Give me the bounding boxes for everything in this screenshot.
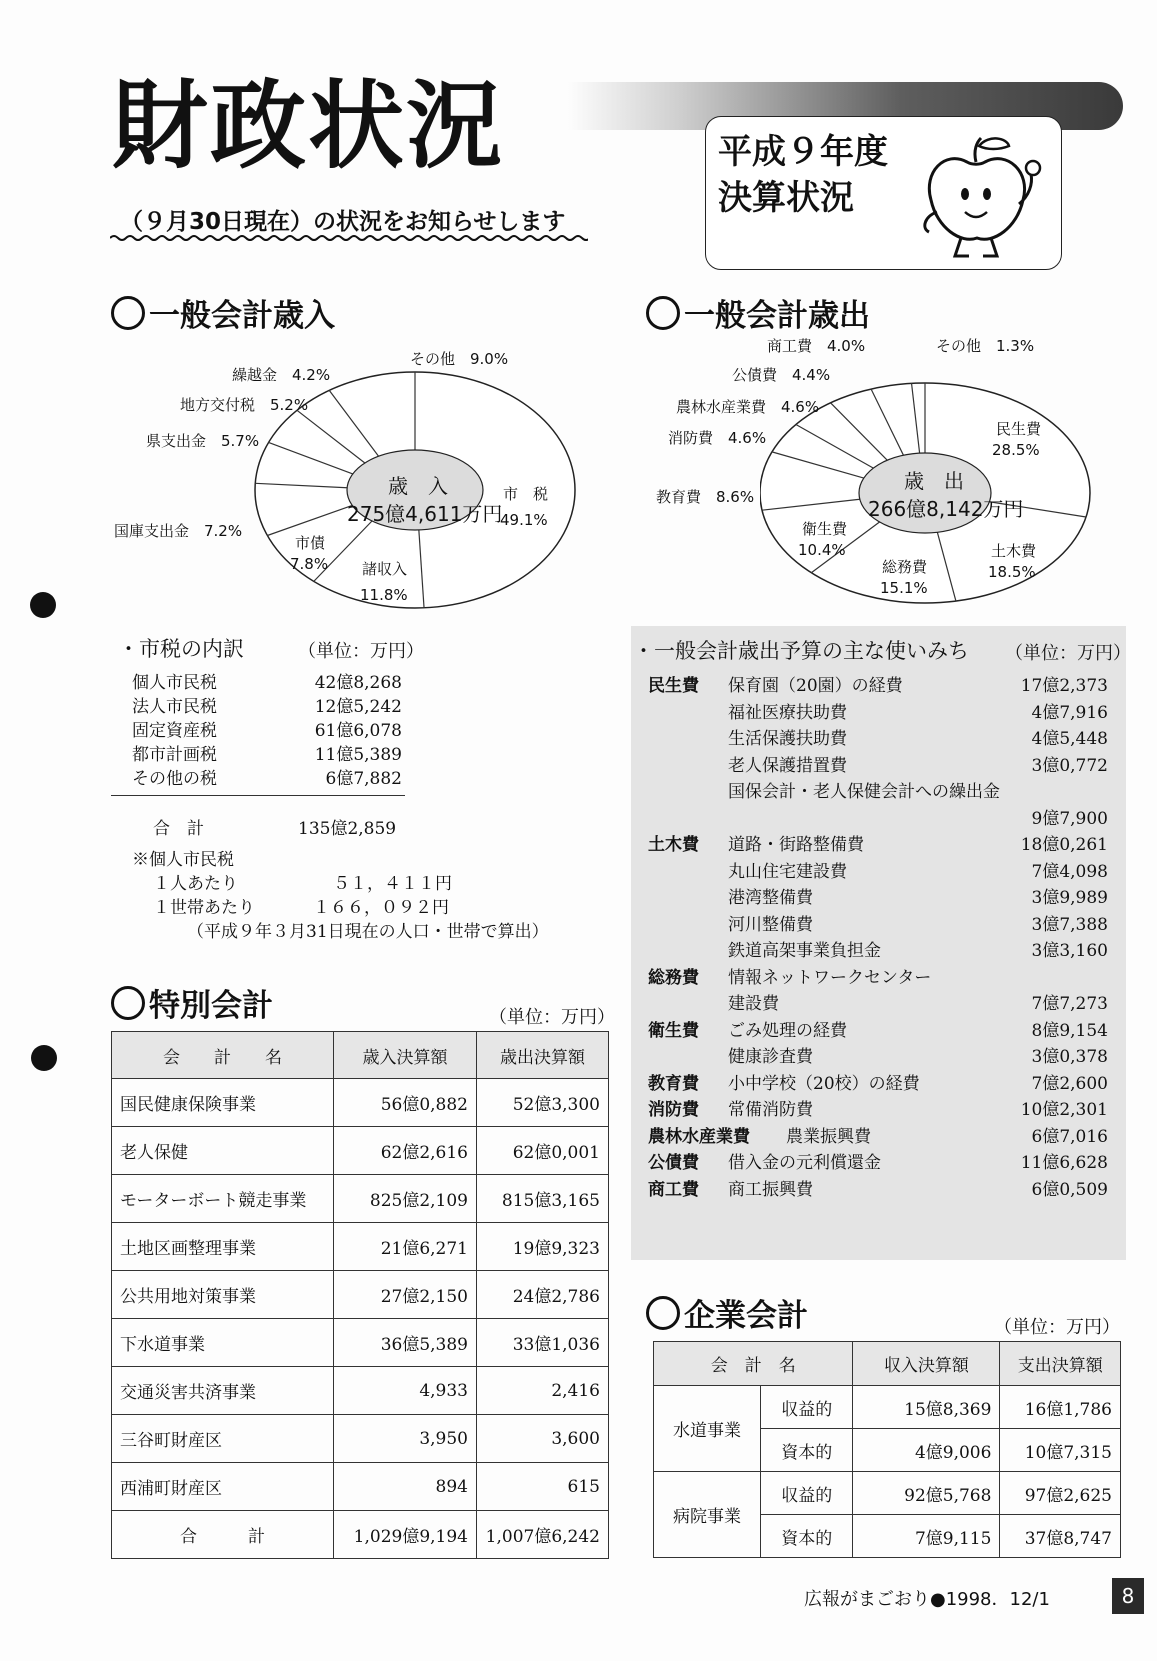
circle-bullet-icon — [646, 296, 680, 330]
expenditure-amount: 33億1,036 — [477, 1319, 609, 1367]
expense-amount: 10億7,315 — [1000, 1429, 1121, 1472]
budget-amount: 3億0,772 — [1031, 755, 1108, 776]
expenditure-amount: 62億0,001 — [477, 1127, 609, 1175]
expenditure-heading-text: 一般会計歳出 — [684, 298, 870, 334]
table-row — [112, 1175, 609, 1223]
city-tax-rows — [132, 668, 402, 788]
enterprise-accounts-table — [653, 1341, 1121, 1558]
budget-line — [648, 910, 1118, 937]
expenditure-amount: 24億2,786 — [477, 1271, 609, 1319]
revenue-amount: 825億2,109 — [334, 1175, 477, 1223]
table-row — [654, 1386, 1121, 1429]
rev-label-city-tax-pct: 49.1% — [500, 511, 548, 529]
budget-item: 商工振興費 — [728, 1179, 813, 1200]
budget-amount: 4億7,916 — [1031, 702, 1108, 723]
exp-label-commerce: 商工費 4.0% — [767, 337, 866, 355]
budget-category: 衛生費 — [648, 1020, 699, 1041]
column-header: 歳入決算額 — [334, 1032, 477, 1079]
budget-line — [648, 1069, 1118, 1096]
revenue-amount: 894 — [334, 1463, 477, 1511]
budget-item: 生活保護扶助費 — [728, 729, 847, 749]
rev-label-national: 国庫支出金 7.2% — [114, 522, 243, 540]
exp-label-health-pct: 10.4% — [798, 541, 846, 559]
budget-item: 老人保護措置費 — [728, 755, 847, 776]
budget-amount: 8億9,154 — [1031, 1020, 1108, 1041]
special-heading-text: 特別会計 — [149, 988, 273, 1024]
budget-amount: 7億2,600 — [1031, 1073, 1108, 1094]
column-header: 収入決算額 — [853, 1342, 1000, 1386]
budget-line — [648, 1095, 1118, 1122]
column-header: 会 計 名 — [654, 1342, 853, 1386]
budget-item: 港湾整備費 — [728, 888, 813, 908]
exp-center-label: 歳 出 — [904, 469, 964, 493]
rev-center-label: 歳 入 — [388, 474, 448, 498]
city-tax-total-label: 合 計 — [153, 819, 204, 839]
city-tax-total-value: 135億2,859 — [298, 819, 397, 839]
revenue-amount: 1,029億9,194 — [334, 1511, 477, 1559]
per-person-value: ５１，４１１円 — [333, 874, 452, 894]
expenditure-amount: 19億9,323 — [477, 1223, 609, 1271]
budget-amount: 4億5,448 — [1031, 729, 1108, 749]
city-tax-name: その他の税 — [132, 769, 217, 789]
column-header: 歳出決算額 — [477, 1032, 609, 1079]
budget-amount: 17億2,373 — [1020, 676, 1108, 696]
expense-amount: 97億2,625 — [1000, 1472, 1121, 1515]
budget-line — [648, 1016, 1118, 1043]
budget-amount: 3億9,989 — [1031, 888, 1108, 908]
account-name: 土地区画整理事業 — [112, 1223, 334, 1271]
table-row — [112, 1463, 609, 1511]
budget-amount: 6億0,509 — [1031, 1179, 1108, 1200]
wavy-divider — [110, 234, 588, 242]
rev-label-misc: 諸収入 — [362, 560, 408, 578]
city-tax-row — [132, 668, 402, 692]
city-tax-row — [132, 692, 402, 716]
exp-label-agri: 農林水産業費 4.6% — [676, 398, 820, 416]
city-tax-unit: （単位：万円） — [298, 641, 424, 662]
budget-lines — [648, 671, 1118, 1201]
enterprise-unit: （単位：万円） — [994, 1317, 1120, 1338]
income-amount: 7億9,115 — [853, 1515, 1000, 1558]
budget-amount: 18億0,261 — [1020, 835, 1108, 855]
punch-hole-top — [30, 592, 56, 618]
business-name: 水道事業 — [654, 1386, 761, 1472]
rev-label-other: その他 9.0% — [410, 350, 509, 368]
exp-center-value: 266億8,142万円 — [868, 497, 1024, 521]
revenue-heading — [111, 290, 335, 335]
rev-label-bond: 市債 — [295, 534, 326, 552]
budget-line — [648, 989, 1118, 1016]
punch-hole-bottom — [31, 1045, 57, 1071]
budget-item: 河川整備費 — [728, 914, 813, 935]
exp-label-health: 衛生費 — [802, 520, 848, 538]
budget-category: 土木費 — [648, 835, 699, 855]
budget-amount: 11億6,628 — [1020, 1153, 1108, 1173]
per-household-label: １世帯あたり — [153, 898, 255, 918]
expenditure-amount: 3,600 — [477, 1415, 609, 1463]
revenue-amount: 56億0,882 — [334, 1079, 477, 1127]
table-row — [654, 1472, 1121, 1515]
table-header-row — [112, 1032, 609, 1079]
page-title: 財政状況 — [112, 70, 504, 182]
circle-bullet-icon — [111, 986, 145, 1020]
budget-category: 民生費 — [648, 676, 699, 696]
budget-line — [648, 1042, 1118, 1069]
expense-amount: 16億1,786 — [1000, 1386, 1121, 1429]
account-name: 西浦町財産区 — [112, 1463, 334, 1511]
city-tax-note-title: ※個人市民税 — [132, 850, 234, 870]
budget-item: 情報ネットワークセンター — [728, 967, 932, 988]
account-name: 国民健康保険事業 — [112, 1079, 334, 1127]
table-row — [112, 1319, 609, 1367]
budget-line — [648, 1122, 1118, 1149]
rev-label-bond-pct: 7.8% — [290, 555, 329, 573]
account-type: 収益的 — [761, 1472, 853, 1515]
rev-label-carryover: 繰越金 4.2% — [232, 366, 331, 384]
page-subtitle: （９月30日現在）の状況をお知らせします — [120, 209, 566, 235]
column-header: 支出決算額 — [1000, 1342, 1121, 1386]
account-name: モーターボート競走事業 — [112, 1175, 334, 1223]
circle-bullet-icon — [646, 1296, 680, 1330]
table-row — [112, 1079, 609, 1127]
exp-label-welfare: 民生費 — [996, 420, 1042, 438]
apple-mascot-icon — [915, 132, 1045, 262]
budget-amount: 7億7,273 — [1031, 994, 1108, 1014]
special-accounts-table — [111, 1031, 609, 1559]
exp-label-general-pct: 15.1% — [880, 579, 928, 597]
city-tax-name: 固定資産税 — [132, 721, 217, 741]
city-tax-name: 都市計画税 — [132, 745, 217, 765]
table-total-row — [112, 1511, 609, 1559]
city-tax-value: 61億6,078 — [314, 721, 402, 741]
budget-category: 農林水産業費 — [648, 1126, 750, 1147]
table-row — [112, 1127, 609, 1175]
revenue-amount: 62億2,616 — [334, 1127, 477, 1175]
table-row — [112, 1415, 609, 1463]
enterprise-heading-text: 企業会計 — [684, 1298, 808, 1334]
revenue-amount: 36億5,389 — [334, 1319, 477, 1367]
city-tax-row — [132, 764, 402, 788]
budget-title: ・一般会計歳出予算の主な使いみち — [633, 639, 969, 663]
exp-label-civil: 土木費 — [991, 542, 1037, 560]
budget-item: 借入金の元利償還金 — [728, 1153, 881, 1173]
account-type: 資本的 — [761, 1429, 853, 1472]
page-number: 8 — [1112, 1578, 1144, 1614]
budget-amount: 3億7,388 — [1031, 914, 1108, 935]
exp-label-other: その他 1.3% — [936, 337, 1035, 355]
budget-line — [648, 963, 1118, 990]
footer-publication: 広報がまごおり●1998．12/1 — [804, 1589, 1050, 1610]
city-tax-value: 11億5,389 — [314, 745, 402, 765]
expenditure-amount: 2,416 — [477, 1367, 609, 1415]
enterprise-heading — [646, 1290, 808, 1335]
city-tax-name: 法人市民税 — [132, 697, 217, 717]
expense-amount: 37億8,747 — [1000, 1515, 1121, 1558]
budget-line — [648, 883, 1118, 910]
city-tax-divider — [111, 795, 405, 796]
budget-line — [648, 1175, 1118, 1202]
budget-amount: 9億7,900 — [1031, 808, 1108, 829]
budget-item: 農業振興費 — [786, 1126, 871, 1147]
expenditure-heading — [646, 290, 870, 335]
budget-line — [648, 830, 1118, 857]
budget-category: 商工費 — [648, 1179, 699, 1200]
city-tax-row — [132, 740, 402, 764]
per-person-label: １人あたり — [153, 874, 238, 894]
budget-line — [648, 857, 1118, 884]
rev-center-value: 275億4,611万円 — [347, 502, 503, 526]
budget-item: 小中学校（20校）の経費 — [728, 1073, 920, 1094]
city-tax-row — [132, 716, 402, 740]
table-row — [112, 1367, 609, 1415]
city-tax-value: 6億7,882 — [325, 769, 402, 789]
budget-line — [648, 671, 1118, 698]
exp-label-welfare-pct: 28.5% — [992, 441, 1040, 459]
city-tax-value: 42億8,268 — [314, 673, 402, 693]
budget-category: 総務費 — [648, 967, 699, 988]
budget-category: 公債費 — [648, 1153, 699, 1173]
exp-label-education: 教育費 8.6% — [656, 488, 755, 506]
revenue-amount: 3,950 — [334, 1415, 477, 1463]
budget-item: 福祉医療扶助費 — [728, 702, 847, 723]
account-name: 下水道事業 — [112, 1319, 334, 1367]
budget-item: 建設費 — [728, 994, 779, 1014]
revenue-heading-text: 一般会計歳入 — [149, 298, 335, 334]
income-amount: 15億8,369 — [853, 1386, 1000, 1429]
budget-amount: 10億2,301 — [1020, 1100, 1108, 1120]
column-header: 会 計 名 — [112, 1032, 334, 1079]
revenue-amount: 4,933 — [334, 1367, 477, 1415]
table-header-row — [654, 1342, 1121, 1386]
account-type: 収益的 — [761, 1386, 853, 1429]
account-type: 資本的 — [761, 1515, 853, 1558]
special-unit: （単位：万円） — [489, 1007, 615, 1028]
rev-label-city-tax: 市 税 — [503, 485, 549, 503]
budget-line — [648, 777, 1118, 804]
budget-item: 国保会計・老人保健会計への繰出金 — [728, 782, 1000, 802]
rev-label-local-tax: 地方交付税 5.2% — [180, 396, 309, 414]
circle-bullet-icon — [111, 296, 145, 330]
account-name: 老人保健 — [112, 1127, 334, 1175]
budget-item: 健康診査費 — [728, 1047, 813, 1067]
badge-status: 決算状況 — [718, 178, 854, 218]
badge-year: 平成９年度 — [718, 132, 888, 172]
budget-line — [648, 936, 1118, 963]
rev-label-prefectural: 県支出金 5.7% — [146, 432, 260, 450]
exp-label-fire: 消防費 4.6% — [668, 429, 767, 447]
exp-label-debt: 公債費 4.4% — [732, 366, 831, 384]
revenue-amount: 27億2,150 — [334, 1271, 477, 1319]
account-name: 合 計 — [112, 1511, 334, 1559]
account-name: 三谷町財産区 — [112, 1415, 334, 1463]
expenditure-amount: 815億3,165 — [477, 1175, 609, 1223]
budget-item: 鉄道高架事業負担金 — [728, 941, 881, 961]
budget-line — [648, 724, 1118, 751]
budget-item: 保育園（20園）の経費 — [728, 676, 903, 696]
budget-item: 道路・街路整備費 — [728, 835, 864, 855]
budget-amount: 7億4,098 — [1031, 861, 1108, 882]
budget-line — [648, 804, 1118, 831]
budget-unit: （単位：万円） — [1005, 643, 1131, 664]
revenue-amount: 21億6,271 — [334, 1223, 477, 1271]
business-name: 病院事業 — [654, 1472, 761, 1558]
budget-amount: 3億0,378 — [1031, 1047, 1108, 1067]
budget-category: 消防費 — [648, 1100, 699, 1120]
city-tax-calc-note: （平成９年３月31日現在の人口・世帯で算出） — [187, 922, 549, 942]
account-name: 公共用地対策事業 — [112, 1271, 334, 1319]
table-row — [112, 1271, 609, 1319]
expenditure-amount: 1,007億6,242 — [477, 1511, 609, 1559]
expenditure-amount: 615 — [477, 1463, 609, 1511]
city-tax-name: 個人市民税 — [132, 673, 217, 693]
income-amount: 4億9,006 — [853, 1429, 1000, 1472]
budget-item: ごみ処理の経費 — [728, 1020, 847, 1041]
city-tax-value: 12億5,242 — [314, 697, 402, 717]
expenditure-amount: 52億3,300 — [477, 1079, 609, 1127]
table-row — [112, 1223, 609, 1271]
account-name: 交通災害共済事業 — [112, 1367, 334, 1415]
budget-amount: 3億3,160 — [1031, 941, 1108, 961]
budget-line — [648, 751, 1118, 778]
exp-label-civil-pct: 18.5% — [988, 563, 1036, 581]
rev-label-misc-pct: 11.8% — [360, 586, 408, 604]
city-tax-title: ・市税の内訳 — [118, 637, 244, 661]
budget-amount: 6億7,016 — [1031, 1126, 1108, 1147]
budget-line — [648, 698, 1118, 725]
budget-category: 教育費 — [648, 1073, 699, 1094]
budget-item: 常備消防費 — [728, 1100, 813, 1120]
special-heading — [111, 980, 273, 1025]
exp-label-general: 総務費 — [882, 558, 928, 576]
budget-item: 丸山住宅建設費 — [728, 861, 847, 882]
budget-line — [648, 1148, 1118, 1175]
income-amount: 92億5,768 — [853, 1472, 1000, 1515]
per-household-value: １６６，０９２円 — [313, 898, 449, 918]
